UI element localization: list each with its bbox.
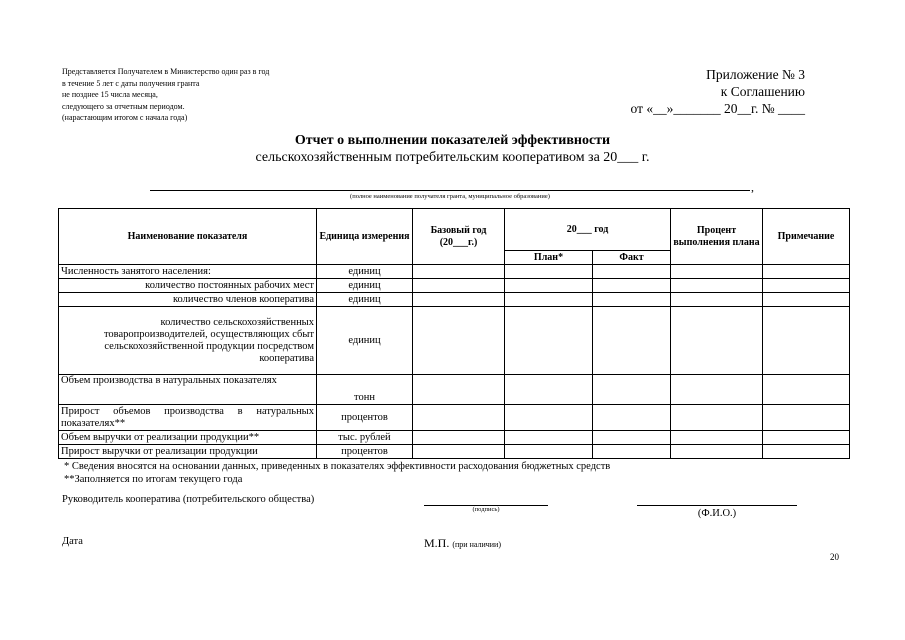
row-unit: процентов (317, 445, 413, 459)
cell-base (413, 293, 505, 307)
stamp-note: (при наличии) (452, 540, 501, 549)
appendix-number: Приложение № 3 (706, 67, 805, 82)
header-base-year: Базовый год (20___г.) (413, 209, 505, 265)
cell-percent (671, 375, 763, 405)
cell-note (763, 405, 850, 431)
cell-base (413, 405, 505, 431)
header-fact: Факт (593, 251, 671, 265)
fio-caption: (Ф.И.О.) (697, 508, 737, 519)
page-number: 20 (830, 552, 839, 562)
cell-fact (593, 375, 671, 405)
table-row (59, 293, 850, 307)
appendix-header (560, 66, 805, 117)
cell-fact (593, 405, 671, 431)
cell-percent (671, 431, 763, 445)
cell-percent (671, 279, 763, 293)
cell-note (763, 307, 850, 375)
name-comma: , (751, 180, 754, 194)
note-line: (нарастающим итогом с начала года) (62, 113, 188, 122)
row-name: Прирост объемов производства в натуральных показателях** (59, 405, 317, 431)
row-unit: процентов (317, 405, 413, 431)
cell-percent (671, 307, 763, 375)
cell-plan (505, 293, 593, 307)
appendix-agreement: к Соглашению (720, 84, 805, 99)
recipient-name-caption: (полное наименование получателя гранта, муниципальное образование) (350, 193, 550, 200)
cell-note (763, 431, 850, 445)
cell-percent (671, 265, 763, 279)
table-row (59, 375, 850, 405)
footnote-2: **Заполняется по итогам текущего года (64, 474, 243, 485)
row-name: количество постоянных рабочих мест (59, 279, 317, 293)
note-line: не позднее 15 числа месяца, (62, 90, 158, 99)
cell-note (763, 279, 850, 293)
cell-plan (505, 265, 593, 279)
row-unit: тыс. рублей (317, 431, 413, 445)
note-line: в течение 5 лет с даты получения гранта (62, 78, 200, 88)
cell-base (413, 445, 505, 459)
table-row (59, 279, 850, 293)
row-unit: единиц (317, 279, 413, 293)
cell-percent (671, 293, 763, 307)
cell-plan (505, 445, 593, 459)
recipient-name-line (150, 190, 750, 191)
table-row (59, 445, 850, 459)
cell-plan (505, 375, 593, 405)
cell-percent (671, 405, 763, 431)
cell-fact (593, 265, 671, 279)
header-note: Примечание (763, 209, 850, 265)
signatory-title: Руководитель кооператива (потребительского общества) (62, 494, 315, 505)
fio-line (637, 505, 797, 506)
cell-plan (505, 279, 593, 293)
cell-base (413, 279, 505, 293)
header-plan: План* (505, 251, 593, 265)
row-unit: единиц (317, 307, 413, 375)
stamp-label: М.П. (424, 536, 450, 550)
table-row (59, 307, 850, 375)
table-row (59, 265, 850, 279)
cell-note (763, 375, 850, 405)
note-line: следующего за отчетным периодом. (62, 101, 185, 111)
table-row (59, 405, 850, 431)
cell-note (763, 293, 850, 307)
stamp-place (424, 536, 501, 551)
cell-plan (505, 431, 593, 445)
header-percent: Процент выполнения плана (671, 209, 763, 265)
cell-fact (593, 431, 671, 445)
table-row (59, 431, 850, 445)
cell-fact (593, 307, 671, 375)
footnote-1: * Сведения вносятся на основании данных, приведенных в показателях эффективности расходования бюджетных средств (64, 461, 611, 472)
header-indicator-name: Наименование показателя (59, 209, 317, 265)
cell-base (413, 375, 505, 405)
row-name: Объем выручки от реализации продукции** (59, 431, 317, 445)
cell-base (413, 431, 505, 445)
row-name: Прирост выручки от реализации продукции (59, 445, 317, 459)
signature-caption: (подпись) (472, 506, 500, 513)
cell-percent (671, 445, 763, 459)
appendix-date-number: от «__»_______ 20__г. № ____ (630, 101, 805, 116)
cell-fact (593, 293, 671, 307)
report-subtitle: сельскохозяйственным потребительским кооперативом за 20___ г. (255, 150, 650, 165)
row-name: количество сельскохозяйственных товаропроизводителей, осуществляющих сбыт сельскохозяйственной продукции посредством кооператива (59, 307, 317, 375)
cell-plan (505, 405, 593, 431)
row-unit: единиц (317, 265, 413, 279)
note-line: Представляется Получателем в Министерство один раз в год (62, 67, 270, 76)
cell-base (413, 307, 505, 375)
header-unit: Единица измерения (317, 209, 413, 265)
row-name: количество членов кооператива (59, 293, 317, 307)
cell-fact (593, 279, 671, 293)
row-unit: единиц (317, 293, 413, 307)
report-title: Отчет о выполнении показателей эффективности (294, 133, 611, 148)
date-label: Дата (62, 536, 83, 547)
cell-note (763, 445, 850, 459)
cell-fact (593, 445, 671, 459)
cell-note (763, 265, 850, 279)
row-name: Объем производства в натуральных показателях (59, 375, 317, 405)
header-year: 20___ год (505, 209, 671, 251)
submission-note (62, 66, 362, 124)
indicators-table (58, 208, 850, 459)
cell-base (413, 265, 505, 279)
row-unit: тонн (317, 375, 413, 405)
row-name: Численность занятого населения: (59, 265, 317, 279)
cell-plan (505, 307, 593, 375)
